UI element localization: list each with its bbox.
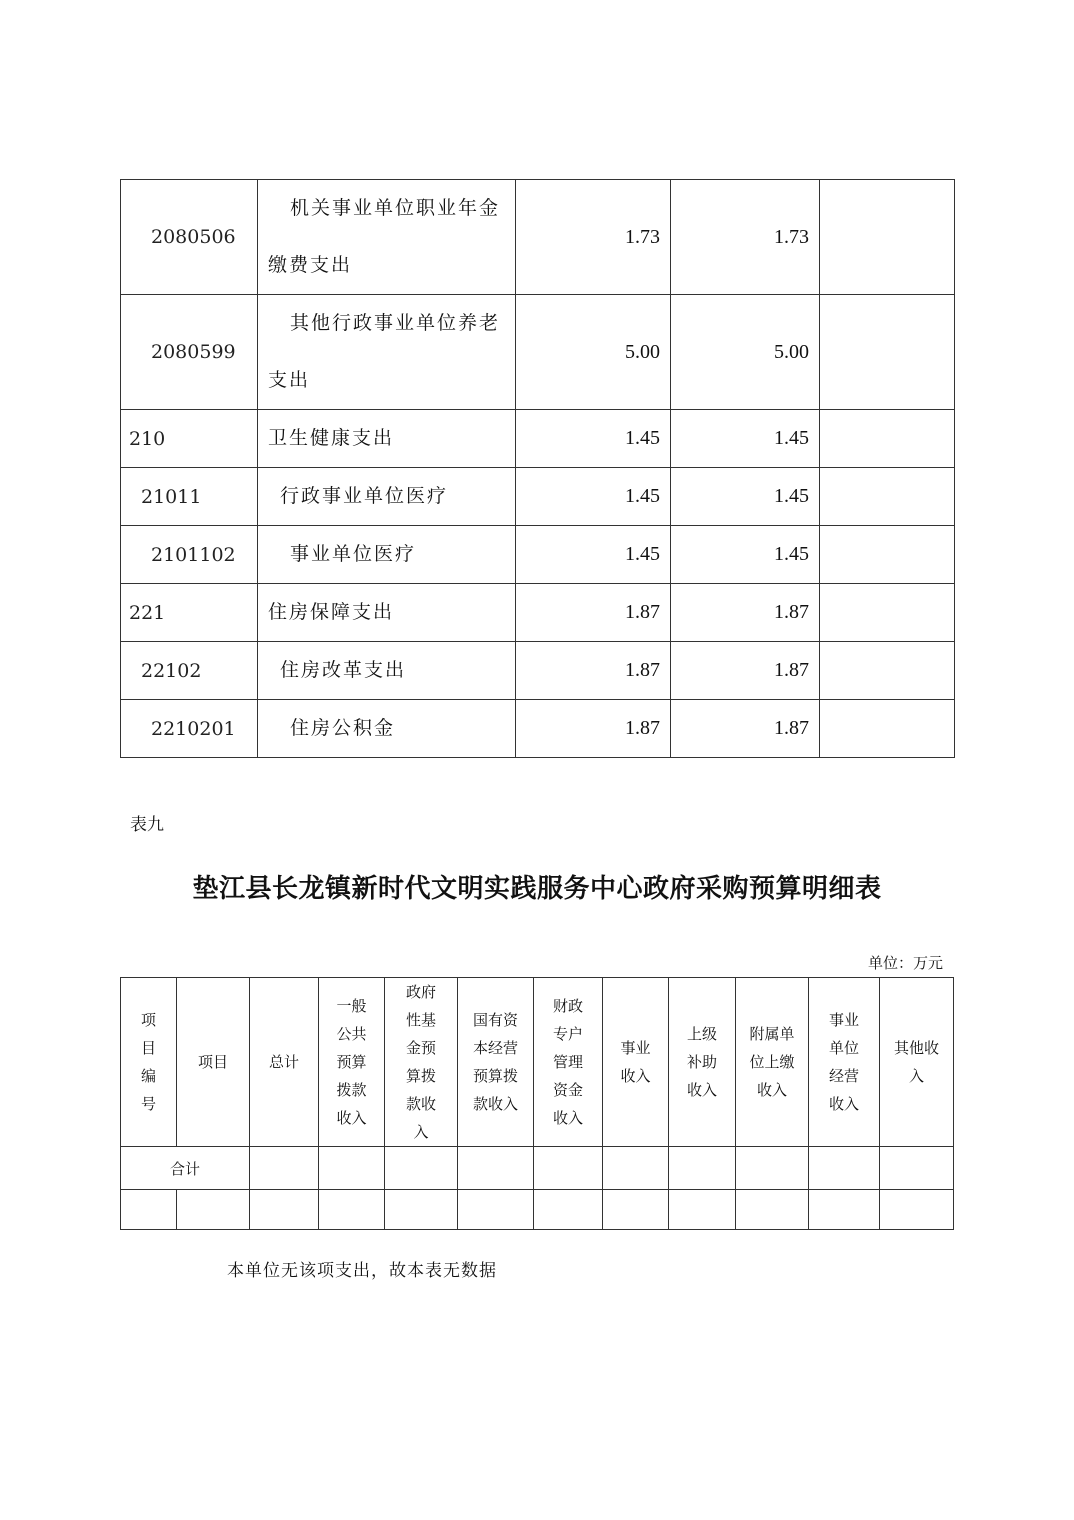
row-name-line: 机关事业单位职业年金 <box>290 197 501 219</box>
column-header-line: 预算 <box>336 1053 367 1071</box>
row-name <box>258 526 516 584</box>
column-header <box>458 978 534 1147</box>
column-header-line: 公共 <box>336 1025 367 1043</box>
row-code: 2080599 <box>121 295 258 410</box>
row-code: 21011 <box>121 468 258 526</box>
column-header-line: 金预 <box>405 1039 436 1057</box>
row-code: 2101102 <box>121 526 258 584</box>
row-project <box>820 180 955 295</box>
column-header-line: 附属单 <box>749 1025 795 1043</box>
row-total: 1.73 <box>516 180 671 295</box>
row-name <box>258 468 516 526</box>
column-header <box>121 978 177 1147</box>
column-header-line: 本经营 <box>472 1039 518 1057</box>
column-header-line: 事业 <box>620 1039 651 1057</box>
table-row <box>121 295 955 410</box>
table-caption: 表九 <box>130 815 164 835</box>
column-header-line: 其他收 <box>893 1039 939 1057</box>
row-total: 1.87 <box>516 584 671 642</box>
row-name-line: 住房保障支出 <box>268 601 395 623</box>
row-total: 1.45 <box>516 410 671 468</box>
column-header <box>319 978 385 1147</box>
column-header-line: 项目 <box>197 1053 228 1071</box>
column-header-line: 款收 <box>405 1095 436 1113</box>
column-header-line: 性基 <box>405 1011 436 1029</box>
row-project <box>820 410 955 468</box>
column-header-line: 目 <box>140 1039 156 1057</box>
row-total: 1.45 <box>516 526 671 584</box>
row-name <box>258 295 516 410</box>
row-basic: 5.00 <box>671 295 820 410</box>
row-name <box>258 180 516 295</box>
row-project <box>820 468 955 526</box>
page-title: 垫江县长龙镇新时代文明实践服务中心政府采购预算明细表 <box>192 874 882 904</box>
column-header-line: 入 <box>413 1123 429 1141</box>
row-basic: 1.45 <box>671 410 820 468</box>
row-name-line: 其他行政事业单位养老 <box>290 312 501 334</box>
empty-row <box>121 1190 954 1230</box>
row-name-line: 支出 <box>268 369 311 391</box>
column-header-line: 补助 <box>686 1053 717 1071</box>
column-header-line: 预算拨 <box>472 1067 518 1085</box>
column-header-line: 事业 <box>828 1011 859 1029</box>
column-header-line: 收入 <box>686 1081 717 1099</box>
column-header <box>603 978 669 1147</box>
table-row <box>121 526 955 584</box>
column-header-line: 拨款 <box>336 1081 367 1099</box>
column-header-line: 政府 <box>405 983 436 1001</box>
row-name-line: 住房公积金 <box>290 717 396 739</box>
row-basic: 1.73 <box>671 180 820 295</box>
column-header-line: 编 <box>140 1067 156 1085</box>
column-header <box>250 978 319 1147</box>
column-header <box>809 978 880 1147</box>
row-project <box>820 642 955 700</box>
column-header-line: 一般 <box>336 997 367 1015</box>
column-header-line: 入 <box>908 1067 924 1085</box>
table-row <box>121 410 955 468</box>
table-row <box>121 180 955 295</box>
column-header-line: 项 <box>140 1011 156 1029</box>
row-name-line: 住房改革支出 <box>280 659 407 681</box>
header-row <box>121 978 954 1147</box>
column-header-line: 上级 <box>686 1025 717 1043</box>
row-basic: 1.87 <box>671 700 820 758</box>
column-header-line: 号 <box>140 1095 156 1113</box>
column-header <box>669 978 736 1147</box>
column-header-line: 收入 <box>756 1081 787 1099</box>
total-label: 合计 <box>121 1147 250 1190</box>
column-header-line: 资金 <box>552 1081 583 1099</box>
row-total: 1.87 <box>516 642 671 700</box>
row-project <box>820 526 955 584</box>
column-header-line: 管理 <box>552 1053 583 1071</box>
unit-label: 单位：万元 <box>867 954 943 972</box>
expenditure-table <box>120 179 955 758</box>
row-total: 1.45 <box>516 468 671 526</box>
column-header-line: 总计 <box>268 1053 299 1071</box>
row-name-line: 行政事业单位医疗 <box>280 485 449 507</box>
row-basic: 1.87 <box>671 584 820 642</box>
row-name <box>258 584 516 642</box>
column-header-line: 算拨 <box>405 1067 436 1085</box>
column-header-line: 款收入 <box>472 1095 518 1113</box>
row-project <box>820 295 955 410</box>
column-header-line: 收入 <box>336 1109 367 1127</box>
table-row <box>121 642 955 700</box>
column-header-line: 收入 <box>828 1095 859 1113</box>
row-total: 1.87 <box>516 700 671 758</box>
row-basic: 1.45 <box>671 468 820 526</box>
row-name-line: 卫生健康支出 <box>268 427 395 449</box>
table-row <box>121 584 955 642</box>
column-header <box>177 978 250 1147</box>
column-header-line: 经营 <box>828 1067 859 1085</box>
column-header <box>385 978 458 1147</box>
column-header-line: 财政 <box>552 997 583 1015</box>
no-data-note: 本单位无该项支出，故本表无数据 <box>227 1261 497 1281</box>
row-name <box>258 410 516 468</box>
row-name-line: 缴费支出 <box>268 254 353 276</box>
row-code: 2210201 <box>121 700 258 758</box>
row-code: 221 <box>121 584 258 642</box>
column-header-line: 位上缴 <box>749 1053 795 1071</box>
table-row <box>121 468 955 526</box>
row-name <box>258 700 516 758</box>
row-total: 5.00 <box>516 295 671 410</box>
row-project <box>820 584 955 642</box>
column-header-line: 单位 <box>828 1039 859 1057</box>
procurement-table <box>120 977 954 1230</box>
column-header <box>880 978 954 1147</box>
column-header-line: 专户 <box>552 1025 583 1043</box>
row-code: 2080506 <box>121 180 258 295</box>
table-row <box>121 700 955 758</box>
total-row <box>121 1147 954 1190</box>
row-code: 22102 <box>121 642 258 700</box>
row-basic: 1.45 <box>671 526 820 584</box>
column-header-line: 收入 <box>552 1109 583 1127</box>
column-header <box>534 978 603 1147</box>
column-header-line: 收入 <box>620 1067 651 1085</box>
column-header <box>736 978 809 1147</box>
row-project <box>820 700 955 758</box>
row-code: 210 <box>121 410 258 468</box>
column-header-line: 国有资 <box>472 1011 518 1029</box>
row-name-line: 事业单位医疗 <box>290 543 417 565</box>
row-basic: 1.87 <box>671 642 820 700</box>
row-name <box>258 642 516 700</box>
